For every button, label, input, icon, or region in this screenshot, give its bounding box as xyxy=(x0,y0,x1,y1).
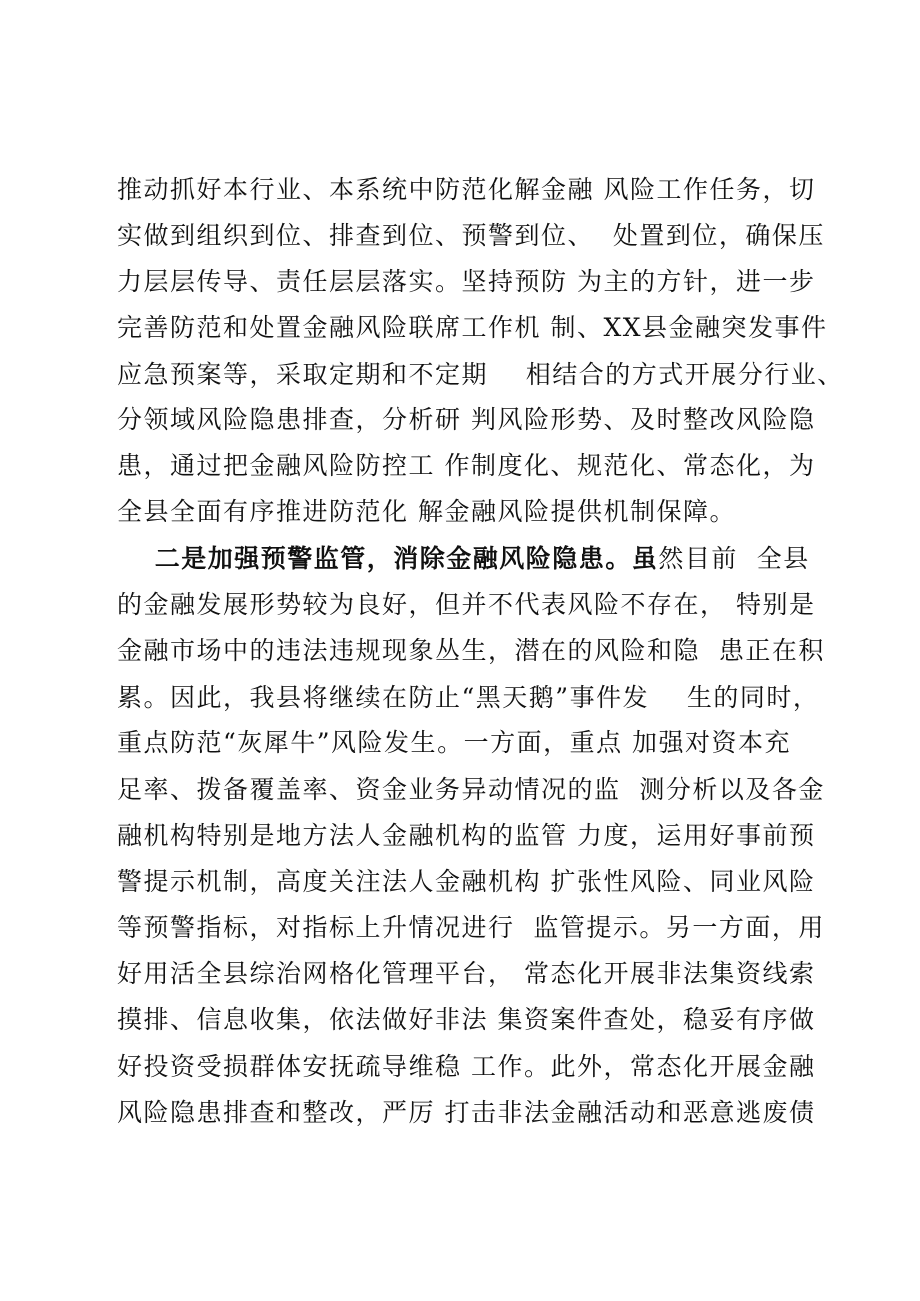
body-text-line: 实做到组织到位、排查到位、预警到位、 处置到位，确保压 xyxy=(117,221,825,250)
body-text-line: 患，通过把金融风险防控工 作制度化、规范化、常态化，为 xyxy=(117,451,816,480)
body-text-run: 然目前 全县 xyxy=(658,544,810,573)
body-text-line: 力层层传导、责任层层落实。坚持预防 为主的方针，进一步 xyxy=(117,267,816,296)
paragraph-first-line xyxy=(117,536,810,582)
body-text-line: 完善防范和处置金融风险联席工作机 制、XX县金融突发事件 xyxy=(117,313,828,342)
body-text-line: 摸排、信息收集，依法做好非法 集资案件查处，稳妥有序做 xyxy=(117,1005,816,1034)
body-text-line: 好用活全县综治网格化管理平台， 常态化开展非法集资线索 xyxy=(117,959,816,988)
body-text-line: 等预警指标，对指标上升情况进行 监管提示。另一方面，用 xyxy=(117,913,825,942)
body-text-line: 融机构特别是地方法人金融机构的监管 力度，运用好事前预 xyxy=(117,821,816,850)
body-text-line: 金融市场中的违法违规现象丛生，潜在的风险和隐 患正在积 xyxy=(117,636,825,665)
body-text-line: 累。因此，我县将继续在防止“黑天鹅”事件发 生的同时， xyxy=(117,683,820,712)
body-text-line: 应急预案等，采取定期和不定期 相结合的方式开展分行业、 xyxy=(117,360,844,389)
body-text-line: 足率、拨备覆盖率、资金业务异动情况的监 测分析以及各金 xyxy=(117,775,825,804)
body-text-line: 风险隐患排查和整改，严厉 打击非法金融活动和恶意逃废债 xyxy=(117,1098,816,1127)
section-heading: 二是加强预警监管，消除金融风险隐患。虽 xyxy=(154,544,659,573)
body-text-line: 分领域风险隐患排查，分析研 判风险形势、及时整改风险隐 xyxy=(117,405,816,434)
body-text-line: 推动抓好本行业、本系统中防范化解金融 风险工作任务，切 xyxy=(117,175,816,204)
paragraph-indent xyxy=(117,544,155,573)
body-text-line: 警提示机制，高度关注法人金融机构 扩张性风险、同业风险 xyxy=(117,867,816,896)
body-text-line: 好投资受损群体安抚疏导维稳 工作。此外，常态化开展金融 xyxy=(117,1052,816,1081)
body-text-line: 重点防范“灰犀牛”风险发生。一方面，重点 加强对资本充 xyxy=(117,728,792,757)
body-text-line: 的金融发展形势较为良好，但并不代表风险不存在， 特别是 xyxy=(117,590,816,619)
body-text-line: 全县全面有序推进防范化 解金融风险提供机制保障。 xyxy=(117,497,736,526)
